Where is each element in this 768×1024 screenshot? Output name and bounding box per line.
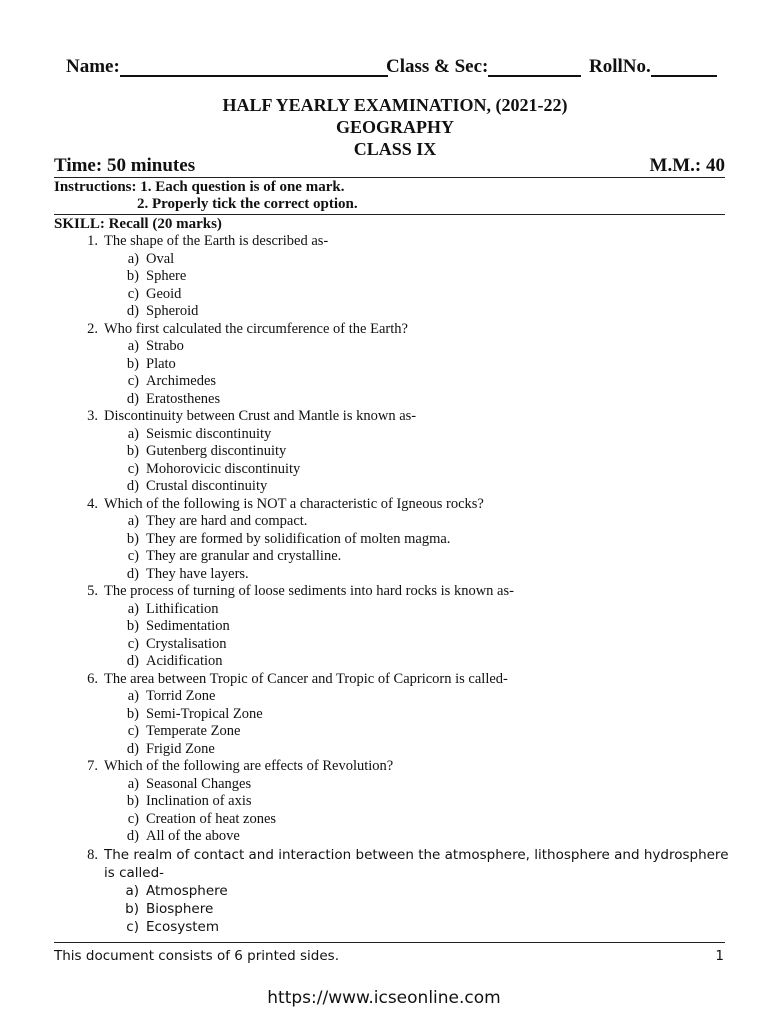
option-letter: a) (125, 882, 139, 899)
question-text: The process of turning of loose sediments into hard rocks is known as- (104, 583, 514, 599)
option-letter: a) (127, 513, 139, 529)
option-letter: d) (126, 828, 139, 844)
option-letter: d) (126, 565, 139, 582)
question-stem (54, 583, 734, 601)
option-letter: a) (127, 600, 139, 617)
max-marks-label: M.M.: 40 (649, 155, 725, 176)
answer-option[interactable] (54, 601, 734, 619)
question-text: Discontinuity between Crust and Mantle is known as- (104, 408, 417, 424)
answer-option[interactable] (54, 653, 734, 671)
question-stem (54, 846, 734, 882)
option-letter: b) (126, 530, 139, 547)
option-letter: b) (126, 793, 139, 809)
option-text: Geoid (146, 285, 182, 302)
option-letter: c) (127, 635, 139, 652)
question-text: The realm of contact and interaction between the atmosphere, lithosphere and hydrosphere is called- (104, 846, 729, 881)
answer-option[interactable] (54, 391, 734, 409)
option-letter: d) (126, 390, 139, 407)
answer-option[interactable] (54, 513, 734, 531)
question-number: 8. (87, 846, 98, 863)
answer-option[interactable] (54, 461, 734, 479)
exam-heading (0, 94, 768, 160)
option-text: Inclination of axis (146, 793, 252, 809)
answer-option[interactable] (54, 741, 734, 759)
question-number: 6. (87, 670, 98, 687)
rollno-label: RollNo. (589, 56, 651, 77)
name-field[interactable] (66, 56, 120, 78)
option-text: They are granular and crystalline. (146, 548, 342, 564)
answer-option[interactable] (54, 566, 734, 584)
footer-divider (54, 942, 725, 943)
option-letter: a) (127, 688, 139, 704)
answer-option[interactable] (54, 548, 734, 566)
question-4 (54, 496, 734, 584)
question-5 (54, 583, 734, 671)
question-number: 4. (87, 495, 98, 512)
question-number: 5. (87, 583, 98, 599)
option-letter: d) (126, 653, 139, 669)
option-text: Oval (146, 250, 175, 267)
option-text: Eratosthenes (146, 390, 221, 407)
option-text: Acidification (146, 653, 223, 669)
option-letter: b) (126, 618, 139, 634)
question-2 (54, 321, 734, 409)
option-text: Temperate Zone (146, 723, 241, 739)
option-text: Atmosphere (146, 882, 228, 899)
option-text: Sphere (146, 268, 187, 284)
answer-option[interactable] (54, 793, 734, 811)
option-text: Plato (146, 355, 176, 372)
question-text: Who first calculated the circumference of the Earth? (104, 320, 408, 337)
option-text: Ecosystem (146, 918, 220, 935)
question-3 (54, 408, 734, 496)
option-letter: d) (126, 740, 139, 757)
question-stem (54, 496, 734, 514)
option-text: Lithification (146, 600, 219, 617)
page-number: 1 (715, 948, 724, 964)
answer-option[interactable] (54, 356, 734, 374)
option-text: Semi-Tropical Zone (146, 705, 263, 722)
answer-option[interactable] (54, 706, 734, 724)
option-letter: b) (125, 900, 139, 917)
exam-subject: GEOGRAPHY (335, 117, 454, 137)
answer-option[interactable] (54, 251, 734, 269)
answer-option[interactable] (54, 776, 734, 794)
option-letter: b) (126, 443, 139, 459)
option-text: Gutenberg discontinuity (146, 443, 287, 459)
option-letter: a) (127, 338, 139, 354)
option-letter: c) (126, 918, 139, 935)
exam-class: CLASS IX (353, 139, 437, 159)
option-text: Sedimentation (146, 618, 230, 634)
option-text: Crustal discontinuity (146, 478, 268, 494)
option-text: They are formed by solidification of molten magma. (146, 530, 451, 547)
answer-option[interactable] (54, 900, 734, 918)
question-7 (54, 758, 734, 846)
question-1 (54, 233, 734, 321)
option-letter: c) (127, 460, 139, 477)
option-text: Spheroid (146, 303, 199, 319)
exam-title: HALF YEARLY EXAMINATION, (2021-22) (222, 95, 568, 115)
option-text: Strabo (146, 338, 184, 354)
option-text: All of the above (146, 828, 240, 844)
option-letter: c) (127, 285, 139, 302)
skill-heading: SKILL: Recall (20 marks) (54, 216, 222, 232)
class-sec-field[interactable] (386, 56, 488, 78)
footer-note: This document consists of 6 printed sides. (54, 948, 340, 964)
question-stem (54, 758, 734, 776)
option-letter: c) (127, 373, 139, 389)
source-url[interactable]: https://www.icseonline.com (267, 988, 501, 1008)
option-letter: c) (127, 723, 139, 739)
option-text: Creation of heat zones (146, 810, 277, 827)
answer-option[interactable] (54, 373, 734, 391)
question-8 (54, 846, 734, 936)
option-text: Archimedes (146, 373, 217, 389)
option-text: Torrid Zone (146, 688, 216, 704)
answer-option[interactable] (54, 723, 734, 741)
answer-option[interactable] (54, 636, 734, 654)
answer-option[interactable] (54, 828, 734, 846)
question-number: 2. (87, 320, 98, 337)
option-text: Seismic discontinuity (146, 425, 272, 442)
divider (54, 214, 725, 215)
answer-option[interactable] (54, 618, 734, 636)
class-sec-label: Class & Sec: (386, 56, 489, 77)
instruction-2: 2. Properly tick the correct option. (137, 196, 358, 212)
option-letter: a) (127, 425, 139, 442)
question-text: Which of the following is NOT a characteristic of Igneous rocks? (104, 495, 484, 512)
question-number: 7. (87, 758, 98, 774)
question-text: Which of the following are effects of Revolution? (104, 758, 394, 774)
option-text: Frigid Zone (146, 740, 215, 757)
question-number: 1. (87, 233, 98, 249)
instruction-1: Instructions: 1. Each question is of one mark. (54, 179, 345, 195)
question-stem (54, 408, 734, 426)
question-text: The area between Tropic of Cancer and Tropic of Capricorn is called- (104, 670, 508, 687)
option-letter: c) (127, 548, 139, 564)
answer-option[interactable] (54, 811, 734, 829)
option-text: Seasonal Changes (146, 775, 252, 792)
time-label: Time: 50 minutes (54, 155, 196, 176)
question-stem (54, 671, 734, 689)
option-letter: b) (126, 705, 139, 722)
rollno-field[interactable] (589, 56, 651, 78)
answer-option[interactable] (54, 303, 734, 321)
student-info-line (66, 56, 718, 82)
option-letter: b) (126, 268, 139, 284)
question-stem (54, 321, 734, 339)
answer-option[interactable] (54, 688, 734, 706)
option-letter: a) (127, 775, 139, 792)
question-6 (54, 671, 734, 759)
question-stem (54, 233, 734, 251)
option-text: Crystalisation (146, 635, 227, 652)
question-text: The shape of the Earth is described as- (104, 233, 329, 249)
option-letter: a) (127, 250, 139, 267)
option-letter: c) (127, 810, 139, 827)
option-text: Mohorovicic discontinuity (146, 460, 301, 477)
answer-option[interactable] (54, 426, 734, 444)
answer-option[interactable] (54, 286, 734, 304)
option-letter: b) (126, 355, 139, 372)
option-text: Biosphere (146, 900, 214, 917)
question-list (54, 233, 734, 936)
answer-option[interactable] (54, 268, 734, 286)
answer-option[interactable] (54, 478, 734, 496)
question-number: 3. (87, 408, 98, 424)
answer-option[interactable] (54, 531, 734, 549)
answer-option[interactable] (54, 338, 734, 356)
answer-option[interactable] (54, 443, 734, 461)
option-letter: d) (126, 478, 139, 494)
answer-option[interactable] (54, 882, 734, 900)
name-label: Name: (66, 56, 120, 77)
option-text: They have layers. (146, 565, 249, 582)
option-text: They are hard and compact. (146, 513, 308, 529)
option-letter: d) (126, 303, 139, 319)
answer-option[interactable] (54, 918, 734, 936)
